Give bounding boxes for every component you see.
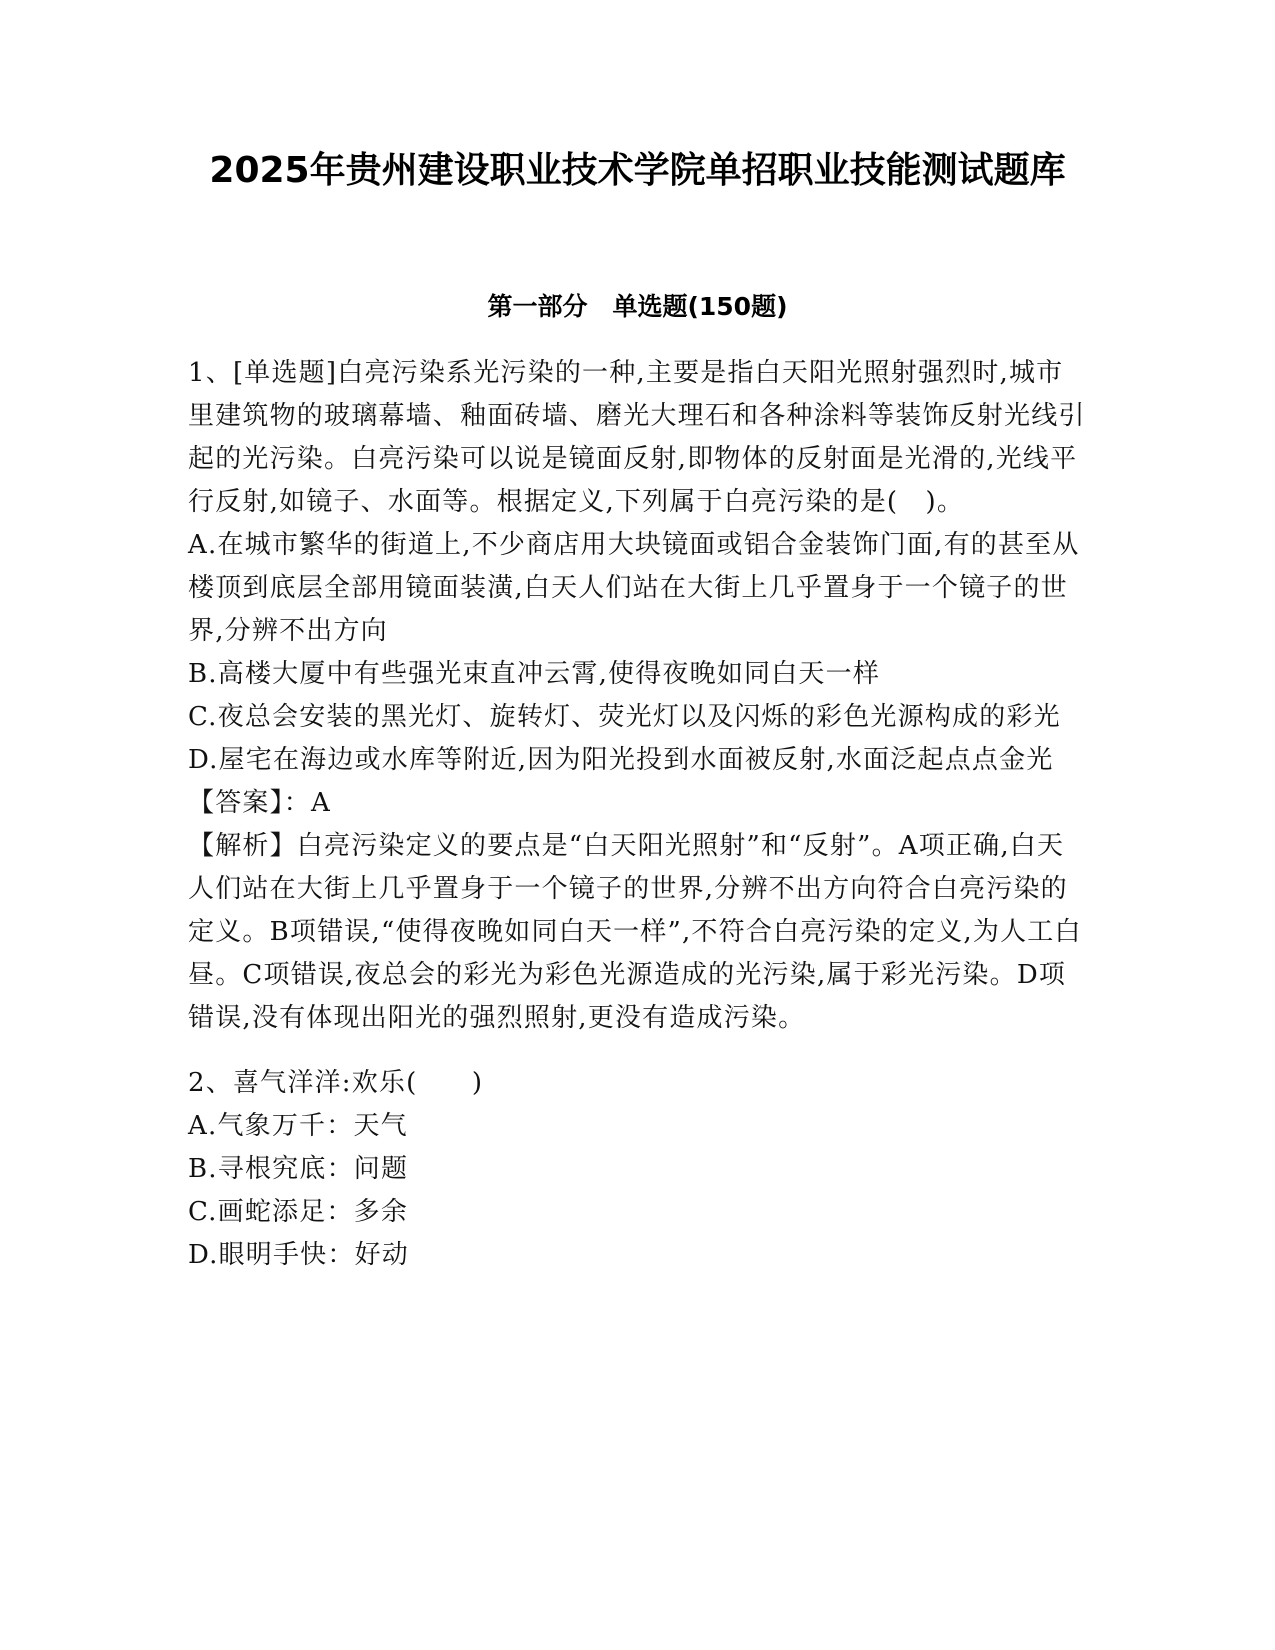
section-heading: 第一部分 单选题(150题) [487,292,788,321]
question-2 [188,1062,1088,1277]
question-1 [188,352,1088,1040]
answer-line: 【答案】：A [188,788,331,818]
question-stem: 2、喜气洋洋:欢乐( ) [188,1068,484,1098]
option-d: D.屋宅在海边或水库等附近,因为阳光投到水面被反射,水面泛起点点金光 [188,745,1054,775]
option-d: D.眼明手快：好动 [188,1240,409,1270]
question-stem: 1、[单选题]白亮污染系光污染的一种,主要是指白天阳光照射强烈时,城市里建筑物的玻璃幕墙、釉面砖墙、磨光大理石和各种涂料等装饰反射光线引起的光污染。白亮污染可以说是镜面反射,即物体的反射面是光滑的,光线平行反射,如镜子、水面等。根据定义,下列属于白亮污染的是( )。 [188,358,1086,517]
option-a: A.气象万千：天气 [188,1111,408,1141]
option-b: B.寻根究底：问题 [188,1154,409,1184]
question-list [188,352,1088,1277]
question-spacer [188,1040,1088,1062]
analysis-paragraph: 【解析】白亮污染定义的要点是“白天阳光照射”和“反射”。A项正确,白天人们站在大街上几乎置身于一个镜子的世界,分辨不出方向符合白亮污染的定义。B项错误,“使得夜晚如同白天一样”,不符合白亮污染的定义,为人工白昼。C项错误,夜总会的彩光为彩色光源造成的光污染,属于彩光污染。D项错误,没有体现出阳光的强烈照射,更没有造成污染。 [188,831,1082,1033]
document-title: 2025年贵州建设职业技术学院单招职业技能测试题库 [209,150,1066,191]
option-b: B.高楼大厦中有些强光束直冲云霄,使得夜晚如同白天一样 [188,659,881,689]
option-a: A.在城市繁华的街道上,不少商店用大块镜面或铝合金装饰门面,有的甚至从楼顶到底层全部用镜面装潢,白天人们站在大街上几乎置身于一个镜子的世界,分辨不出方向 [188,530,1080,646]
option-c: C.画蛇添足：多余 [188,1197,409,1227]
option-c: C.夜总会安装的黑光灯、旋转灯、荧光灯以及闪烁的彩色光源构成的彩光 [188,702,1061,732]
